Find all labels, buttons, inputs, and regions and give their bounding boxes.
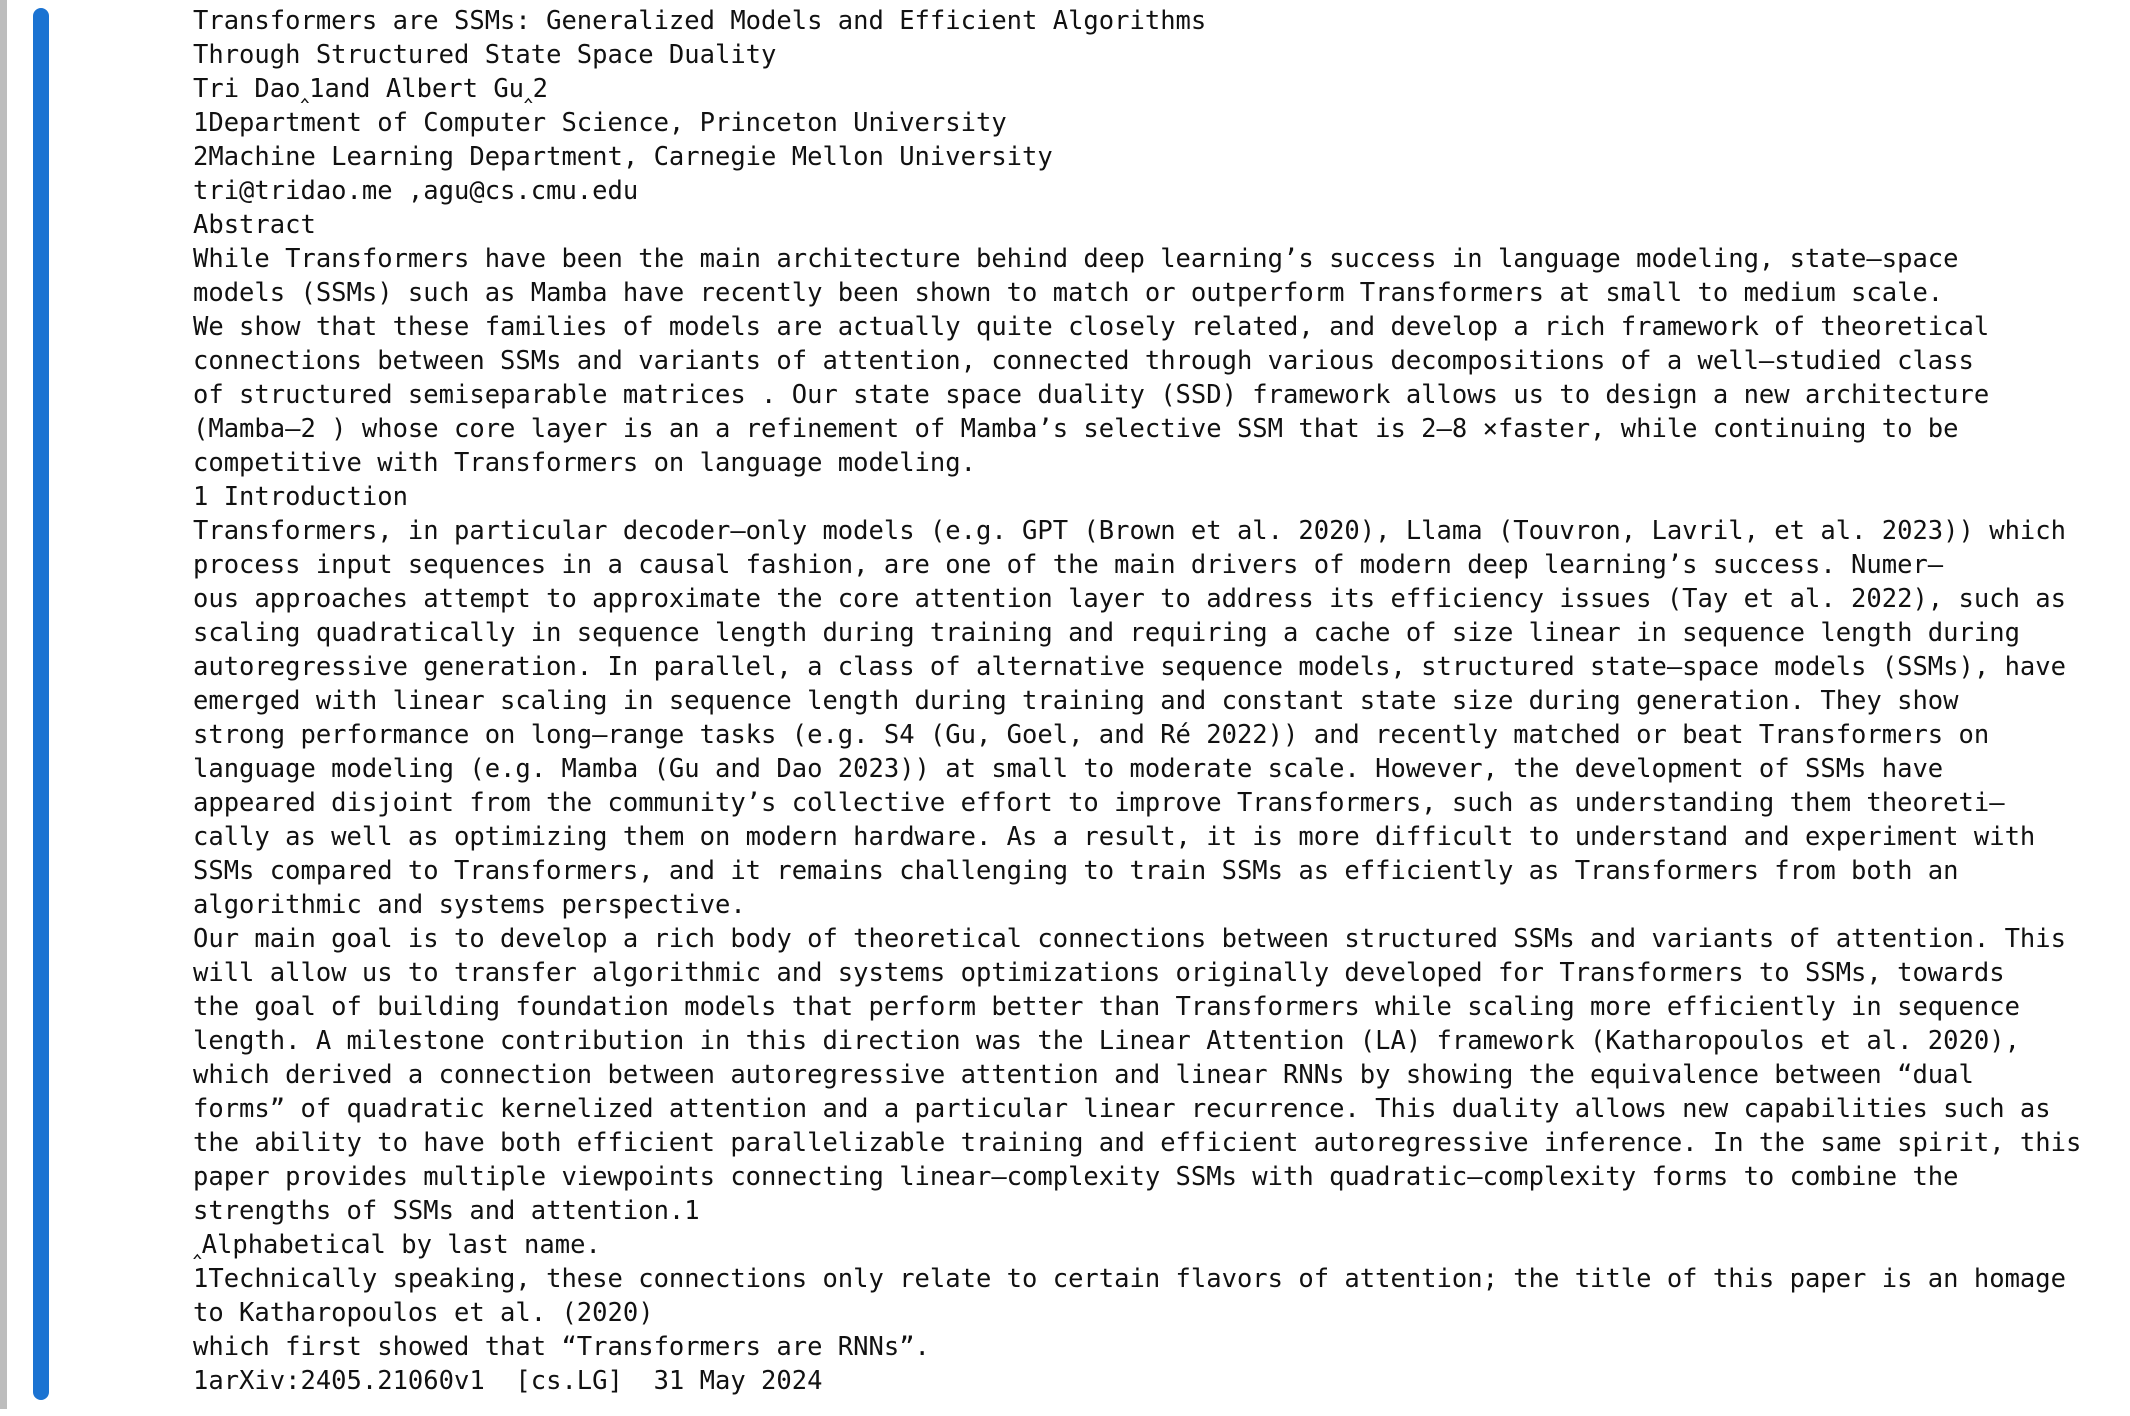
footnote-alphabetical: ‸Alphabetical by last name. <box>193 1230 601 1260</box>
text-line-abstract-7: competitive with Transformers on language modeling. <box>193 448 976 478</box>
text-line-affiliation-2: 2Machine Learning Department, Carnegie Mellon University <box>193 142 1053 172</box>
text-line-intro-3: ous approaches attempt to approximate the core attention layer to address its efficiency issues (Tay et al. 2022), such as <box>193 584 2066 614</box>
text-line-abstract-2: models (SSMs) such as Mamba have recently been shown to match or outperform Transformers at small to medium scale. <box>193 278 1944 308</box>
text-line-goal-3: the goal of building foundation models that perform better than Transformers while scaling more efficiently in sequence <box>193 992 2020 1022</box>
text-line-goal-4: length. A milestone contribution in this direction was the Linear Attention (LA) framework (Katharopoulos et al. 2020), <box>193 1026 2020 1056</box>
text-line-goal-5: which derived a connection between autoregressive attention and linear RNNs by showing the equivalence between “dual <box>193 1060 1974 1090</box>
text-line-goal-8: paper provides multiple viewpoints connecting linear–complexity SSMs with quadratic–complexity forms to combine the <box>193 1162 1959 1192</box>
heading-introduction: 1 Introduction <box>193 482 408 512</box>
text-line-authors: Tri Dao‸1and Albert Gu‸2 <box>193 74 549 104</box>
text-line-abstract-6: (Mamba–2 ) whose core layer is an a refinement of Mamba’s selective SSM that is 2–8 ×faster, while continuing to be <box>193 414 1959 444</box>
text-line-goal-6: forms” of quadratic kernelized attention and a particular linear recurrence. This duality allows new capabilities such as <box>193 1094 2051 1124</box>
scrollbar-gutter <box>7 0 33 1416</box>
text-line-intro-7: strong performance on long–range tasks (e.g. S4 (Gu, Goel, and Ré 2022)) and recently matched or beat Transformers on <box>193 720 1990 750</box>
text-line-goal-7: the ability to have both efficient parallelizable training and efficient autoregressive inference. In the same spirit, this <box>193 1128 2082 1158</box>
text-line-intro-5: autoregressive generation. In parallel, a class of alternative sequence models, structured state–space models (SSMs), have <box>193 652 2066 682</box>
text-line-goal-1: Our main goal is to develop a rich body of theoretical connections between structured SSMs and variants of attention. This <box>193 924 2066 954</box>
text-line-title-1: Transformers are SSMs: Generalized Models and Efficient Algorithms <box>193 6 1207 36</box>
text-line-intro-9: appeared disjoint from the community’s collective effort to improve Transformers, such as understanding them theoreti– <box>193 788 2005 818</box>
text-line-intro-11: SSMs compared to Transformers, and it remains challenging to train SSMs as efficiently as Transformers from both an <box>193 856 1959 886</box>
text-line-goal-2: will allow us to transfer algorithmic and systems optimizations originally developed for Transformers to SSMs, towards <box>193 958 2005 988</box>
text-line-abstract-4: connections between SSMs and variants of attention, connected through various decompositions of a well–studied class <box>193 346 1974 376</box>
text-line-goal-9: strengths of SSMs and attention.1 <box>193 1196 700 1226</box>
footnote-technical-1: 1Technically speaking, these connections only relate to certain flavors of attention; the title of this paper is an homage <box>193 1264 2066 1294</box>
text-line-intro-12: algorithmic and systems perspective. <box>193 890 746 920</box>
scrollbar-thumb[interactable] <box>33 8 49 1400</box>
heading-abstract: Abstract <box>193 210 316 240</box>
text-line-intro-1: Transformers, in particular decoder–only models (e.g. GPT (Brown et al. 2020), Llama (Touvron, Lavril, et al. 2023)) which <box>193 516 2066 546</box>
text-line-intro-4: scaling quadratically in sequence length during training and requiring a cache of size linear in sequence length during <box>193 618 2020 648</box>
footnote-technical-3: which first showed that “Transformers are RNNs”. <box>193 1332 930 1362</box>
text-line-intro-8: language modeling (e.g. Mamba (Gu and Dao 2023)) at small to moderate scale. However, the development of SSMs have <box>193 754 1944 784</box>
arxiv-stamp: 1arXiv:2405.21060v1 [cs.LG] 31 May 2024 <box>193 1366 823 1396</box>
text-line-abstract-5: of structured semiseparable matrices . Our state space duality (SSD) framework allows us to design a new architecture <box>193 380 1990 410</box>
scrollbar-track[interactable] <box>0 0 7 1409</box>
document-text-view[interactable] <box>193 0 2123 1416</box>
text-line-abstract-3: We show that these families of models are actually quite closely related, and develop a rich framework of theoretical <box>193 312 1990 342</box>
footnote-technical-2: to Katharopoulos et al. (2020) <box>193 1298 654 1328</box>
text-line-affiliation-1: 1Department of Computer Science, Princeton University <box>193 108 1007 138</box>
text-line-intro-6: emerged with linear scaling in sequence length during training and constant state size during generation. They show <box>193 686 1959 716</box>
text-line-intro-10: cally as well as optimizing them on modern hardware. As a result, it is more difficult to understand and experiment with <box>193 822 2036 852</box>
text-line-abstract-1: While Transformers have been the main architecture behind deep learning’s success in language modeling, state–space <box>193 244 1959 274</box>
text-line-intro-2: process input sequences in a causal fashion, are one of the main drivers of modern deep learning’s success. Numer– <box>193 550 1944 580</box>
text-line-emails: tri@tridao.me ,agu@cs.cmu.edu <box>193 176 639 206</box>
text-line-title-2: Through Structured State Space Duality <box>193 40 777 70</box>
